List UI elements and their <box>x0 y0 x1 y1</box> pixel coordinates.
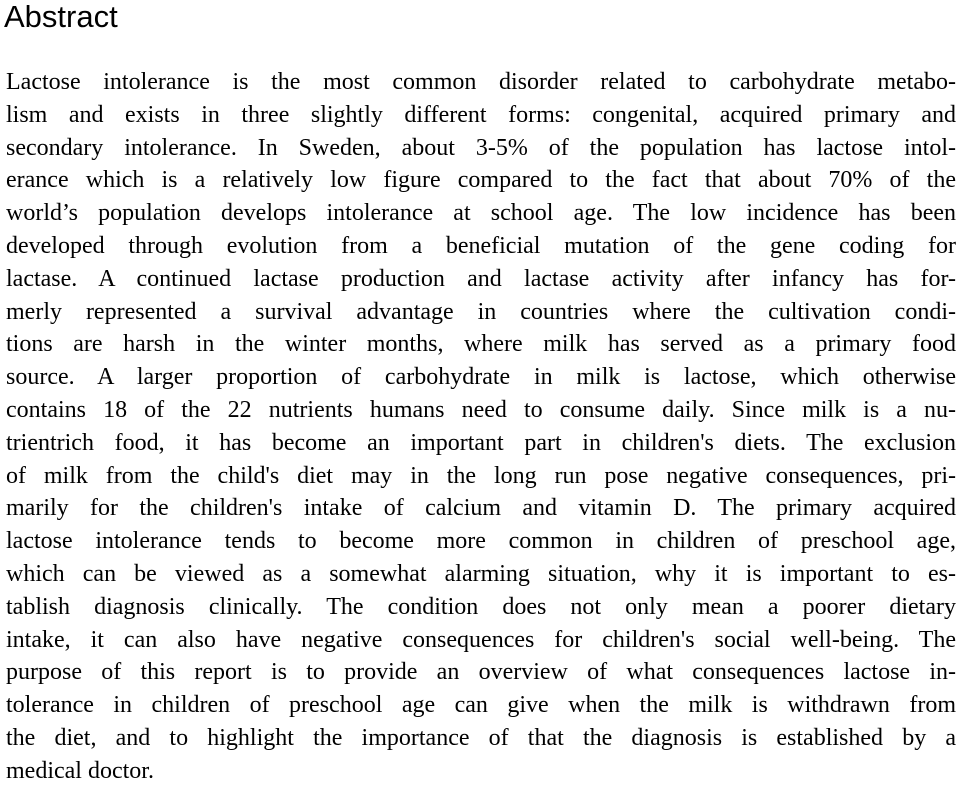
section-heading: Abstract <box>4 0 118 34</box>
text-line: lactose intolerance tends to become more common in children of preschool age, <box>6 528 956 555</box>
text-line: intake, it can also have negative consequences for children's social well-being. The <box>6 626 956 653</box>
text-line: lism and exists in three slightly different forms: congenital, acquired primary and <box>6 101 956 128</box>
text-line: tions are harsh in the winter months, where milk has served as a primary food <box>6 331 956 358</box>
text-line: tolerance in children of preschool age can give when the milk is withdrawn from <box>6 692 956 719</box>
text-line: purpose of this report is to provide an overview of what consequences lactose in- <box>6 659 956 686</box>
text-line: developed through evolution from a beneficial mutation of the gene coding for <box>6 232 956 259</box>
abstract-paragraph <box>6 66 956 788</box>
text-line: marily for the children's intake of calcium and vitamin D. The primary acquired <box>6 495 956 522</box>
text-line: of milk from the child's diet may in the long run pose negative consequences, pri- <box>6 462 956 489</box>
text-line: secondary intolerance. In Sweden, about 3-5% of the population has lactose intol- <box>6 134 956 161</box>
text-line: trientrich food, it has become an important part in children's diets. The exclusion <box>6 429 956 456</box>
text-line: world’s population develops intolerance at school age. The low incidence has been <box>6 200 956 227</box>
text-line: medical doctor. <box>6 757 154 784</box>
text-line: which can be viewed as a somewhat alarming situation, why it is important to es- <box>6 560 956 587</box>
text-line: merly represented a survival advantage in countries where the cultivation condi- <box>6 298 956 325</box>
text-line: source. A larger proportion of carbohydrate in milk is lactose, which otherwise <box>6 364 956 391</box>
text-line: tablish diagnosis clinically. The condition does not only mean a poorer dietary <box>6 593 956 620</box>
text-line: lactase. A continued lactase production and lactase activity after infancy has for- <box>6 265 956 292</box>
text-line: Lactose intolerance is the most common disorder related to carbohydrate metabo- <box>6 69 956 95</box>
text-line: erance which is a relatively low figure compared to the fact that about 70% of the <box>6 167 956 194</box>
text-line: contains 18 of the 22 nutrients humans need to consume daily. Since milk is a nu- <box>6 396 956 423</box>
text-line: the diet, and to highlight the importance of that the diagnosis is established by a <box>6 724 956 751</box>
